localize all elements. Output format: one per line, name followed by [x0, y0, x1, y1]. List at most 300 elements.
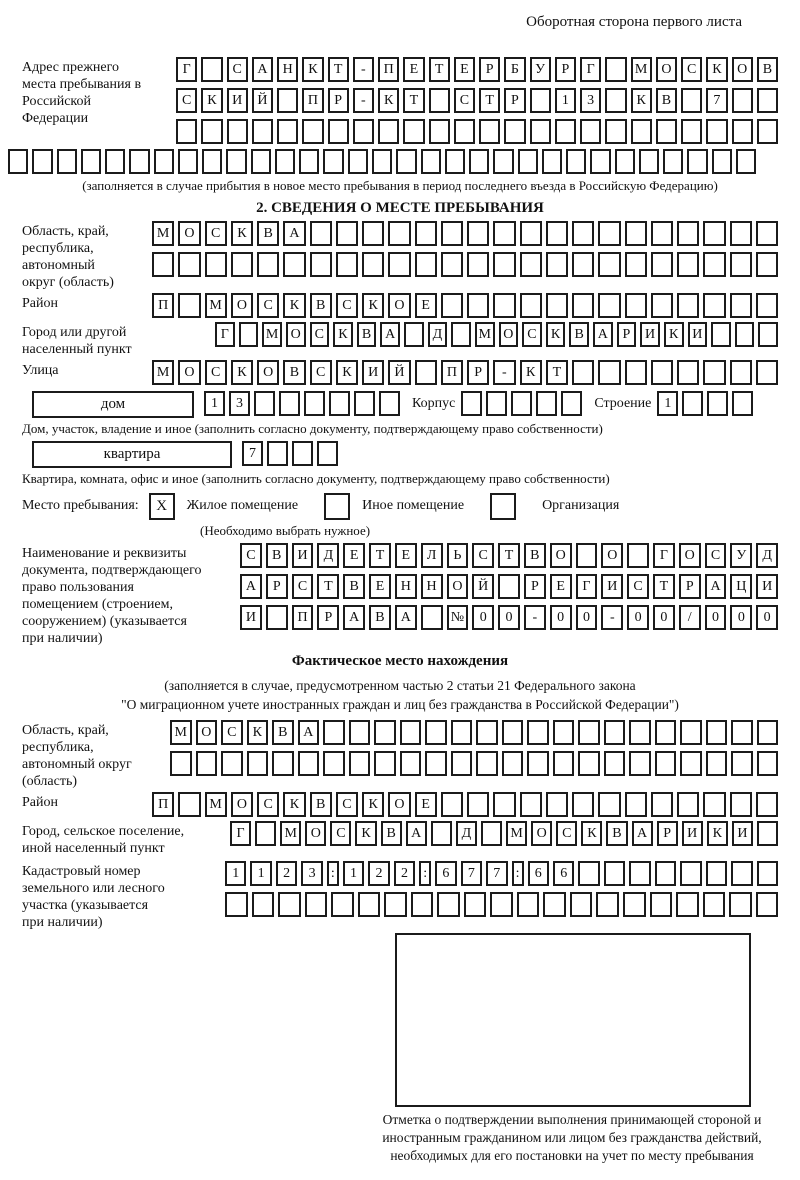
- char-cell[interactable]: Т: [403, 88, 424, 113]
- char-cell[interactable]: [604, 751, 626, 776]
- char-cell[interactable]: [493, 149, 513, 174]
- char-cell[interactable]: [201, 119, 222, 144]
- char-cell[interactable]: Р: [467, 360, 489, 385]
- char-cell[interactable]: О: [447, 574, 469, 599]
- char-cell[interactable]: [275, 149, 295, 174]
- char-cell[interactable]: [317, 441, 338, 466]
- char-cell[interactable]: [736, 149, 756, 174]
- char-cell[interactable]: [358, 892, 381, 917]
- char-cell[interactable]: [227, 119, 248, 144]
- char-cell[interactable]: [278, 892, 301, 917]
- char-cell[interactable]: К: [362, 792, 384, 817]
- char-cell[interactable]: С: [205, 360, 227, 385]
- char-cell[interactable]: [651, 293, 673, 318]
- char-cell[interactable]: [655, 861, 676, 886]
- char-cell[interactable]: [677, 792, 699, 817]
- char-cell[interactable]: [680, 751, 702, 776]
- char-cell[interactable]: [543, 892, 566, 917]
- char-cell[interactable]: [576, 543, 598, 568]
- char-cell[interactable]: [348, 149, 368, 174]
- char-cell[interactable]: В: [757, 57, 778, 82]
- char-cell[interactable]: Т: [317, 574, 339, 599]
- char-cell[interactable]: [651, 792, 673, 817]
- char-cell[interactable]: [730, 293, 752, 318]
- char-cell[interactable]: [536, 391, 557, 416]
- char-cell[interactable]: С: [336, 792, 358, 817]
- char-cell[interactable]: [757, 861, 778, 886]
- char-cell[interactable]: [605, 88, 626, 113]
- char-cell[interactable]: В: [283, 360, 305, 385]
- char-cell[interactable]: [254, 391, 275, 416]
- char-cell[interactable]: С: [227, 57, 248, 82]
- char-cell[interactable]: [625, 792, 647, 817]
- char-cell[interactable]: П: [302, 88, 323, 113]
- char-cell[interactable]: [451, 751, 473, 776]
- char-cell[interactable]: [400, 751, 422, 776]
- char-cell[interactable]: О: [732, 57, 753, 82]
- char-cell[interactable]: [520, 293, 542, 318]
- char-cell[interactable]: М: [262, 322, 282, 347]
- char-cell[interactable]: [520, 792, 542, 817]
- char-cell[interactable]: [572, 221, 594, 246]
- char-cell[interactable]: [553, 720, 575, 745]
- char-cell[interactable]: [527, 751, 549, 776]
- char-cell[interactable]: М: [506, 821, 527, 846]
- char-cell[interactable]: 0: [730, 605, 752, 630]
- char-cell[interactable]: [372, 149, 392, 174]
- char-cell[interactable]: [655, 720, 677, 745]
- char-cell[interactable]: 6: [435, 861, 456, 886]
- char-cell[interactable]: Т: [479, 88, 500, 113]
- char-cell[interactable]: [252, 119, 273, 144]
- char-cell[interactable]: -: [493, 360, 515, 385]
- char-cell[interactable]: [486, 391, 507, 416]
- char-cell[interactable]: В: [524, 543, 546, 568]
- char-cell[interactable]: С: [240, 543, 262, 568]
- char-cell[interactable]: А: [593, 322, 613, 347]
- char-cell[interactable]: О: [257, 360, 279, 385]
- char-cell[interactable]: [561, 391, 582, 416]
- char-cell[interactable]: А: [343, 605, 365, 630]
- char-cell[interactable]: [266, 605, 288, 630]
- char-cell[interactable]: [711, 322, 731, 347]
- char-cell[interactable]: [615, 149, 635, 174]
- char-cell[interactable]: [336, 252, 358, 277]
- char-cell[interactable]: А: [252, 57, 273, 82]
- char-cell[interactable]: Й: [472, 574, 494, 599]
- char-cell[interactable]: П: [152, 792, 174, 817]
- char-cell[interactable]: [388, 221, 410, 246]
- char-cell[interactable]: [605, 57, 626, 82]
- char-cell[interactable]: [400, 720, 422, 745]
- char-cell[interactable]: [703, 892, 726, 917]
- char-cell[interactable]: [757, 88, 778, 113]
- char-cell[interactable]: Б: [504, 57, 525, 82]
- char-cell[interactable]: В: [656, 88, 677, 113]
- char-cell[interactable]: П: [292, 605, 314, 630]
- char-cell[interactable]: [730, 252, 752, 277]
- char-cell[interactable]: [681, 119, 702, 144]
- char-cell[interactable]: [676, 892, 699, 917]
- char-cell[interactable]: [627, 543, 649, 568]
- char-cell[interactable]: [703, 360, 725, 385]
- char-cell[interactable]: 7: [486, 861, 507, 886]
- char-cell[interactable]: [502, 751, 524, 776]
- char-cell[interactable]: [476, 720, 498, 745]
- char-cell[interactable]: Е: [403, 57, 424, 82]
- stay-type-checkbox-organization[interactable]: [490, 493, 516, 520]
- char-cell[interactable]: [451, 322, 471, 347]
- char-cell[interactable]: [663, 149, 683, 174]
- char-cell[interactable]: [570, 892, 593, 917]
- char-cell[interactable]: [178, 252, 200, 277]
- char-cell[interactable]: [247, 751, 269, 776]
- char-cell[interactable]: [566, 149, 586, 174]
- char-cell[interactable]: С: [454, 88, 475, 113]
- char-cell[interactable]: О: [231, 792, 253, 817]
- char-cell[interactable]: [384, 892, 407, 917]
- char-cell[interactable]: [623, 892, 646, 917]
- char-cell[interactable]: [572, 293, 594, 318]
- char-cell[interactable]: [467, 252, 489, 277]
- char-cell[interactable]: Г: [176, 57, 197, 82]
- char-cell[interactable]: [629, 720, 651, 745]
- char-cell[interactable]: [374, 720, 396, 745]
- char-cell[interactable]: О: [531, 821, 552, 846]
- char-cell[interactable]: [378, 119, 399, 144]
- char-cell[interactable]: Д: [756, 543, 778, 568]
- char-cell[interactable]: [310, 252, 332, 277]
- char-cell[interactable]: И: [732, 821, 753, 846]
- char-cell[interactable]: [578, 861, 599, 886]
- char-cell[interactable]: О: [679, 543, 701, 568]
- char-cell[interactable]: В: [310, 792, 332, 817]
- char-cell[interactable]: К: [355, 821, 376, 846]
- char-cell[interactable]: С: [330, 821, 351, 846]
- char-cell[interactable]: [735, 322, 755, 347]
- char-cell[interactable]: [429, 88, 450, 113]
- char-cell[interactable]: В: [266, 543, 288, 568]
- char-cell[interactable]: [467, 293, 489, 318]
- char-cell[interactable]: П: [441, 360, 463, 385]
- char-cell[interactable]: С: [705, 543, 727, 568]
- char-cell[interactable]: [302, 119, 323, 144]
- char-cell[interactable]: [730, 360, 752, 385]
- char-cell[interactable]: [479, 119, 500, 144]
- char-cell[interactable]: [329, 391, 350, 416]
- char-cell[interactable]: В: [310, 293, 332, 318]
- char-cell[interactable]: Т: [429, 57, 450, 82]
- char-cell[interactable]: [425, 751, 447, 776]
- char-cell[interactable]: [605, 119, 626, 144]
- char-cell[interactable]: [625, 360, 647, 385]
- char-cell[interactable]: Д: [428, 322, 448, 347]
- char-cell[interactable]: [625, 221, 647, 246]
- char-cell[interactable]: [680, 861, 701, 886]
- char-cell[interactable]: [57, 149, 77, 174]
- char-cell[interactable]: 1: [555, 88, 576, 113]
- char-cell[interactable]: [655, 751, 677, 776]
- char-cell[interactable]: Д: [317, 543, 339, 568]
- char-cell[interactable]: [731, 720, 753, 745]
- char-cell[interactable]: И: [227, 88, 248, 113]
- char-cell[interactable]: [731, 751, 753, 776]
- char-cell[interactable]: К: [336, 360, 358, 385]
- char-cell[interactable]: :: [419, 861, 431, 886]
- char-cell[interactable]: [629, 861, 650, 886]
- char-cell[interactable]: К: [283, 293, 305, 318]
- char-cell[interactable]: О: [388, 792, 410, 817]
- char-cell[interactable]: [178, 792, 200, 817]
- char-cell[interactable]: [517, 892, 540, 917]
- char-cell[interactable]: [502, 720, 524, 745]
- char-cell[interactable]: 3: [229, 391, 250, 416]
- char-cell[interactable]: 2: [394, 861, 415, 886]
- char-cell[interactable]: А: [283, 221, 305, 246]
- char-cell[interactable]: С: [205, 221, 227, 246]
- char-cell[interactable]: [629, 751, 651, 776]
- char-cell[interactable]: [267, 441, 288, 466]
- char-cell[interactable]: [580, 119, 601, 144]
- char-cell[interactable]: Е: [343, 543, 365, 568]
- char-cell[interactable]: Й: [388, 360, 410, 385]
- char-cell[interactable]: [651, 252, 673, 277]
- char-cell[interactable]: [231, 252, 253, 277]
- char-cell[interactable]: [631, 119, 652, 144]
- char-cell[interactable]: К: [247, 720, 269, 745]
- char-cell[interactable]: [578, 720, 600, 745]
- char-cell[interactable]: [467, 792, 489, 817]
- char-cell[interactable]: К: [581, 821, 602, 846]
- char-cell[interactable]: [732, 119, 753, 144]
- char-cell[interactable]: [403, 119, 424, 144]
- char-cell[interactable]: И: [640, 322, 660, 347]
- char-cell[interactable]: [323, 720, 345, 745]
- char-cell[interactable]: Р: [317, 605, 339, 630]
- char-cell[interactable]: [546, 252, 568, 277]
- char-cell[interactable]: [178, 293, 200, 318]
- char-cell[interactable]: Р: [657, 821, 678, 846]
- char-cell[interactable]: №: [447, 605, 469, 630]
- char-cell[interactable]: [677, 221, 699, 246]
- char-cell[interactable]: /: [679, 605, 701, 630]
- char-cell[interactable]: 0: [576, 605, 598, 630]
- char-cell[interactable]: К: [333, 322, 353, 347]
- char-cell[interactable]: У: [530, 57, 551, 82]
- char-cell[interactable]: С: [522, 322, 542, 347]
- char-cell[interactable]: [756, 221, 778, 246]
- char-cell[interactable]: И: [756, 574, 778, 599]
- char-cell[interactable]: [202, 149, 222, 174]
- char-cell[interactable]: Р: [524, 574, 546, 599]
- char-cell[interactable]: [441, 293, 463, 318]
- char-cell[interactable]: А: [240, 574, 262, 599]
- char-cell[interactable]: [703, 293, 725, 318]
- char-cell[interactable]: К: [283, 792, 305, 817]
- char-cell[interactable]: [756, 293, 778, 318]
- char-cell[interactable]: Р: [617, 322, 637, 347]
- char-cell[interactable]: К: [520, 360, 542, 385]
- char-cell[interactable]: [707, 391, 728, 416]
- char-cell[interactable]: [542, 149, 562, 174]
- char-cell[interactable]: [445, 149, 465, 174]
- char-cell[interactable]: [431, 821, 452, 846]
- char-cell[interactable]: [731, 861, 752, 886]
- char-cell[interactable]: Ц: [730, 574, 752, 599]
- char-cell[interactable]: [677, 293, 699, 318]
- char-cell[interactable]: Т: [328, 57, 349, 82]
- char-cell[interactable]: [469, 149, 489, 174]
- char-cell[interactable]: 6: [553, 861, 574, 886]
- char-cell[interactable]: [493, 293, 515, 318]
- char-cell[interactable]: [706, 861, 727, 886]
- char-cell[interactable]: [252, 892, 275, 917]
- char-cell[interactable]: [8, 149, 28, 174]
- char-cell[interactable]: [590, 149, 610, 174]
- char-cell[interactable]: [277, 119, 298, 144]
- char-cell[interactable]: [703, 252, 725, 277]
- char-cell[interactable]: [292, 441, 313, 466]
- char-cell[interactable]: [429, 119, 450, 144]
- char-cell[interactable]: [604, 861, 625, 886]
- char-cell[interactable]: М: [631, 57, 652, 82]
- char-cell[interactable]: [504, 119, 525, 144]
- char-cell[interactable]: Н: [277, 57, 298, 82]
- char-cell[interactable]: 6: [528, 861, 549, 886]
- char-cell[interactable]: К: [378, 88, 399, 113]
- char-cell[interactable]: С: [310, 360, 332, 385]
- char-cell[interactable]: С: [627, 574, 649, 599]
- char-cell[interactable]: [729, 892, 752, 917]
- char-cell[interactable]: [493, 792, 515, 817]
- char-cell[interactable]: [703, 221, 725, 246]
- char-cell[interactable]: Н: [395, 574, 417, 599]
- char-cell[interactable]: -: [353, 88, 374, 113]
- char-cell[interactable]: О: [305, 821, 326, 846]
- char-cell[interactable]: [732, 88, 753, 113]
- char-cell[interactable]: [518, 149, 538, 174]
- char-cell[interactable]: [425, 720, 447, 745]
- char-cell[interactable]: 0: [705, 605, 727, 630]
- char-cell[interactable]: [310, 221, 332, 246]
- char-cell[interactable]: 2: [368, 861, 389, 886]
- char-cell[interactable]: [441, 221, 463, 246]
- char-cell[interactable]: [687, 149, 707, 174]
- char-cell[interactable]: [415, 360, 437, 385]
- char-cell[interactable]: [196, 751, 218, 776]
- char-cell[interactable]: [221, 751, 243, 776]
- char-cell[interactable]: К: [707, 821, 728, 846]
- char-cell[interactable]: М: [280, 821, 301, 846]
- char-cell[interactable]: [305, 892, 328, 917]
- char-cell[interactable]: [272, 751, 294, 776]
- char-cell[interactable]: [604, 720, 626, 745]
- char-cell[interactable]: И: [682, 821, 703, 846]
- char-cell[interactable]: [555, 119, 576, 144]
- char-cell[interactable]: [706, 119, 727, 144]
- char-cell[interactable]: [572, 252, 594, 277]
- char-cell[interactable]: О: [231, 293, 253, 318]
- char-cell[interactable]: Г: [653, 543, 675, 568]
- char-cell[interactable]: И: [362, 360, 384, 385]
- char-cell[interactable]: [758, 322, 778, 347]
- char-cell[interactable]: О: [656, 57, 677, 82]
- char-cell[interactable]: У: [730, 543, 752, 568]
- char-cell[interactable]: [520, 252, 542, 277]
- char-cell[interactable]: Р: [328, 88, 349, 113]
- char-cell[interactable]: Т: [653, 574, 675, 599]
- char-cell[interactable]: Р: [479, 57, 500, 82]
- char-cell[interactable]: [461, 391, 482, 416]
- char-cell[interactable]: С: [310, 322, 330, 347]
- char-cell[interactable]: [279, 391, 300, 416]
- char-cell[interactable]: 3: [301, 861, 322, 886]
- char-cell[interactable]: М: [152, 221, 174, 246]
- char-cell[interactable]: [572, 792, 594, 817]
- char-cell[interactable]: 0: [653, 605, 675, 630]
- char-cell[interactable]: -: [524, 605, 546, 630]
- char-cell[interactable]: [520, 221, 542, 246]
- char-cell[interactable]: О: [286, 322, 306, 347]
- char-cell[interactable]: 7: [242, 441, 263, 466]
- char-cell[interactable]: О: [550, 543, 572, 568]
- char-cell[interactable]: :: [512, 861, 524, 886]
- char-cell[interactable]: [255, 821, 276, 846]
- char-cell[interactable]: [756, 360, 778, 385]
- char-cell[interactable]: [323, 751, 345, 776]
- char-cell[interactable]: [578, 751, 600, 776]
- char-cell[interactable]: [362, 252, 384, 277]
- char-cell[interactable]: Е: [454, 57, 475, 82]
- char-cell[interactable]: С: [472, 543, 494, 568]
- char-cell[interactable]: С: [292, 574, 314, 599]
- char-cell[interactable]: С: [176, 88, 197, 113]
- char-cell[interactable]: В: [357, 322, 377, 347]
- char-cell[interactable]: И: [601, 574, 623, 599]
- char-cell[interactable]: [625, 293, 647, 318]
- stay-type-checkbox-other[interactable]: [324, 493, 350, 520]
- char-cell[interactable]: 0: [498, 605, 520, 630]
- char-cell[interactable]: :: [327, 861, 339, 886]
- char-cell[interactable]: О: [499, 322, 519, 347]
- char-cell[interactable]: [176, 119, 197, 144]
- char-cell[interactable]: Г: [576, 574, 598, 599]
- char-cell[interactable]: [205, 252, 227, 277]
- char-cell[interactable]: [32, 149, 52, 174]
- char-cell[interactable]: [530, 119, 551, 144]
- char-cell[interactable]: 7: [706, 88, 727, 113]
- char-cell[interactable]: Й: [252, 88, 273, 113]
- char-cell[interactable]: А: [298, 720, 320, 745]
- char-cell[interactable]: [421, 149, 441, 174]
- char-cell[interactable]: 0: [756, 605, 778, 630]
- char-cell[interactable]: [546, 293, 568, 318]
- char-cell[interactable]: Р: [679, 574, 701, 599]
- char-cell[interactable]: [598, 792, 620, 817]
- char-cell[interactable]: -: [353, 57, 374, 82]
- char-cell[interactable]: [756, 792, 778, 817]
- char-cell[interactable]: [572, 360, 594, 385]
- char-cell[interactable]: К: [201, 88, 222, 113]
- char-cell[interactable]: [388, 252, 410, 277]
- char-cell[interactable]: К: [546, 322, 566, 347]
- char-cell[interactable]: [467, 221, 489, 246]
- char-cell[interactable]: [421, 605, 443, 630]
- char-cell[interactable]: Е: [369, 574, 391, 599]
- char-cell[interactable]: [437, 892, 460, 917]
- char-cell[interactable]: К: [631, 88, 652, 113]
- char-cell[interactable]: -: [601, 605, 623, 630]
